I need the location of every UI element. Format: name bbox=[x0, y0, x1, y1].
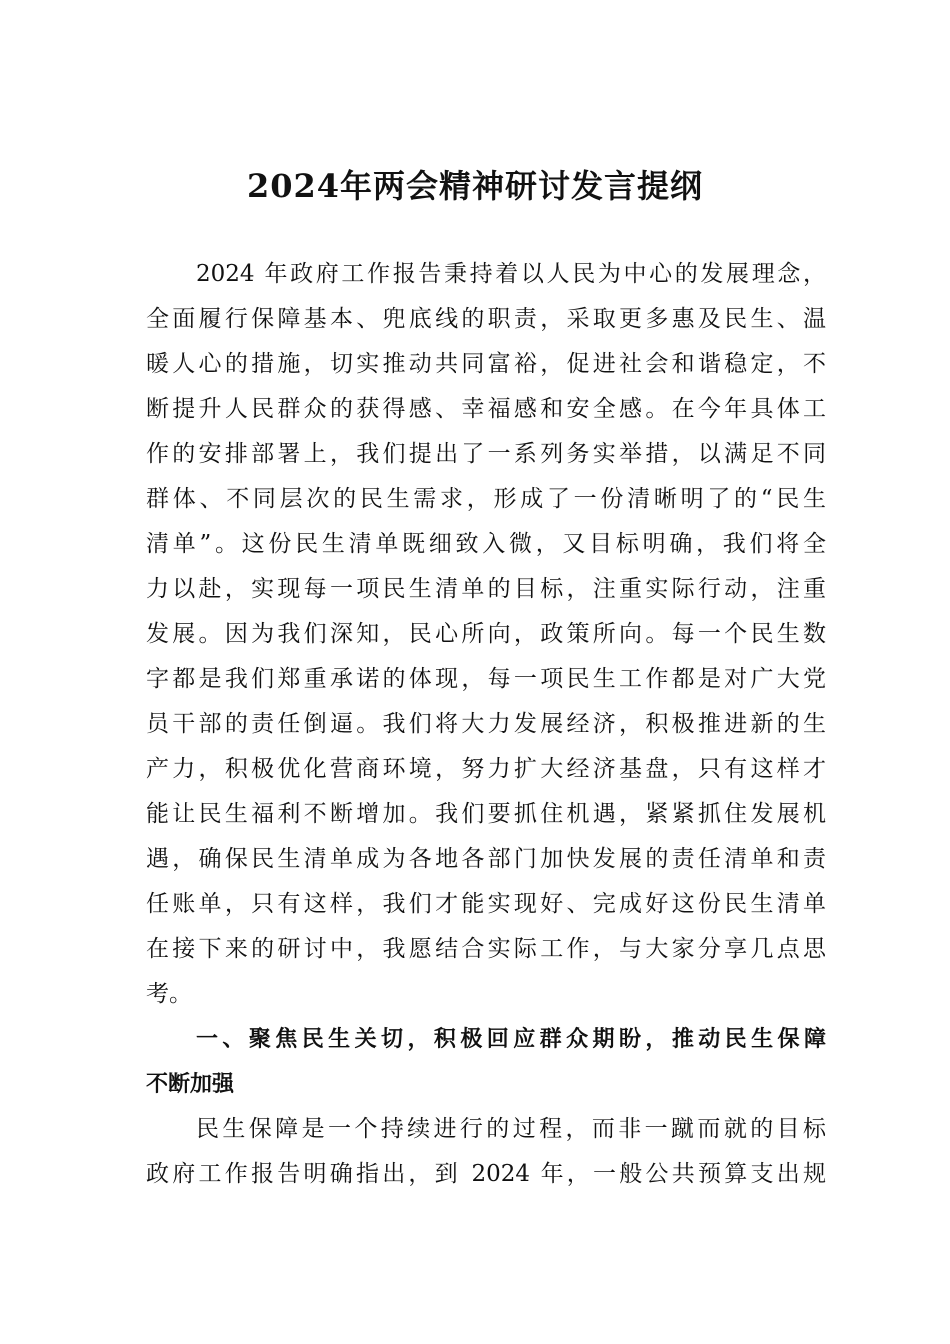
body-line: 遇，确保民生清单成为各地各部门加快发展的责任清单和责 bbox=[146, 846, 826, 872]
body-line: 政府工作报告明确指出，到 2024 年，一般公共预算支出规 bbox=[146, 1161, 826, 1187]
body-line: 清单”。这份民生清单既细致入微，又目标明确，我们将全 bbox=[146, 531, 826, 557]
body-line: 产力，积极优化营商环境，努力扩大经济基盘，只有这样才 bbox=[146, 756, 826, 782]
body-line: 断提升人民群众的获得感、幸福感和安全感。在今年具体工 bbox=[146, 396, 826, 422]
body-line: 力以赴，实现每一项民生清单的目标，注重实际行动，注重 bbox=[146, 576, 826, 602]
body-line: 群体、不同层次的民生需求，形成了一份清晰明了的“民生 bbox=[146, 486, 826, 512]
body-line: 2024 年政府工作报告秉持着以人民为中心的发展理念， bbox=[196, 261, 826, 287]
body-line: 字都是我们郑重承诺的体现，每一项民生工作都是对广大党 bbox=[146, 666, 826, 692]
section-heading: 不断加强 bbox=[146, 1072, 235, 1097]
body-line: 民生保障是一个持续进行的过程，而非一蹴而就的目标 bbox=[196, 1116, 826, 1142]
body-line: 任账单，只有这样，我们才能实现好、完成好这份民生清单 bbox=[146, 891, 826, 917]
body-line: 全面履行保障基本、兜底线的职责，采取更多惠及民生、温 bbox=[146, 306, 826, 332]
body-line: 能让民生福利不断增加。我们要抓住机遇，紧紧抓住发展机 bbox=[146, 801, 826, 827]
body-line: 在接下来的研讨中，我愿结合实际工作，与大家分享几点思 bbox=[146, 936, 826, 962]
body-line: 暖人心的措施，切实推动共同富裕，促进社会和谐稳定，不 bbox=[146, 351, 826, 377]
document-title: 2024年两会精神研讨发言提纲 bbox=[246, 167, 704, 205]
section-heading: 一、聚焦民生关切，积极回应群众期盼，推动民生保障 bbox=[196, 1027, 826, 1052]
body-line: 发展。因为我们深知，民心所向，政策所向。每一个民生数 bbox=[146, 621, 826, 647]
body-line: 作的安排部署上，我们提出了一系列务实举措，以满足不同 bbox=[146, 441, 826, 467]
body-line: 员干部的责任倒逼。我们将大力发展经济，积极推进新的生 bbox=[146, 711, 826, 737]
body-line: 考。 bbox=[146, 981, 192, 1007]
